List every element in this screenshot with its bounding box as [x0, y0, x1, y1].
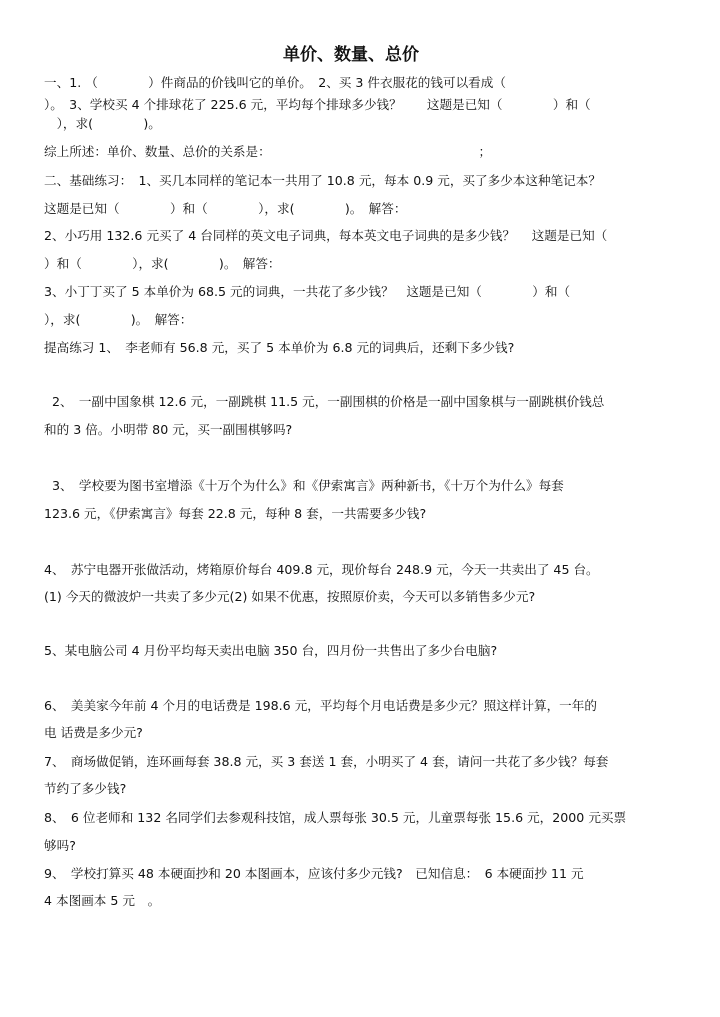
page-title: 单价、数量、总价: [283, 45, 419, 65]
section-2-line-4: ）和（ ），求( )。 解答：: [44, 256, 281, 271]
section-2-line-3: 2、小巧用 132.6 元买了 4 台同样的英文电子词典，每本英文电子词典的是多少钱？ 这题是已知（: [44, 228, 608, 243]
advanced-question-4-line-1: 4、 苏宁电器开张做活动，烤箱原价每台 409.8 元，现价每台 248.9 元，今天一共卖出了 45 台。: [44, 562, 599, 577]
advanced-question-3-line-2: 123.6 元，《伊索寓言》每套 22.8 元，每种 8 套，一共需要多少钱?: [44, 506, 427, 521]
section-2-line-2: 这题是已知（ ）和（ ），求( )。 解答：: [44, 201, 407, 216]
advanced-question-7-line-2: 节约了多少钱?: [44, 781, 127, 796]
advanced-question-7-line-1: 7、 商场做促销，连环画每套 38.8 元，买 3 套送 1 套，小明买了 4 套，请问一共花了多少钱？每套: [44, 754, 609, 769]
advanced-question-8-line-1: 8、 6 位老师和 132 名同学们去参观科技馆，成人票每张 30.5 元，儿童票每张 15.6 元，2000 元买票: [44, 810, 627, 825]
section-2-line-6: ），求( )。 解答：: [44, 312, 193, 327]
advanced-question-5: 5、某电脑公司 4 月份平均每天卖出电脑 350 台，四月份一共售出了多少台电脑?: [44, 643, 498, 658]
section-1-line-1: 一、1. （ ）件商品的价钱叫它的单价。 2、买 3 件衣服花的钱可以看成（: [44, 75, 506, 90]
advanced-question-2-line-2: 和的 3 倍。小明带 80 元，买一副围棋够吗?: [44, 422, 293, 437]
advanced-question-2-line-1: 2、 一副中国象棋 12.6 元，一副跳棋 11.5 元，一副围棋的价格是一副中国象棋与一副跳棋价钱总: [52, 394, 605, 409]
summary-line: 综上所述：单价、数量、总价的关系是： ；: [44, 144, 492, 159]
advanced-question-1: 提高练习 1、 李老师有 56.8 元，买了 5 本单价为 6.8 元的词典后，还剩下多少钱?: [44, 340, 515, 355]
advanced-question-6-line-2: 电 话费是多少元?: [44, 725, 143, 740]
advanced-question-9-line-2: 4 本图画本 5 元 。: [44, 893, 161, 908]
advanced-question-4-line-2: (1) 今天的微波炉一共卖了多少元(2) 如果不优惠，按照原价卖，今天可以多销售多少元?: [44, 589, 536, 604]
section-2-line-5: 3、小丁丁买了 5 本单价为 68.5 元的词典，一共花了多少钱？ 这题是已知（ ）和（: [44, 284, 571, 299]
advanced-question-3-line-1: 3、 学校要为图书室增添《十万个为什么》和《伊索寓言》两种新书，《十万个为什么》每套: [52, 478, 564, 493]
advanced-question-6-line-1: 6、 美美家今年前 4 个月的电话费是 198.6 元，平均每个月电话费是多少元？照这样计算，一年的: [44, 698, 597, 713]
advanced-question-9-line-1: 9、 学校打算买 48 本硬面抄和 20 本图画本，应该付多少元钱? 已知信息： 6 本硬面抄 11 元: [44, 866, 584, 881]
section-1-line-3: ），求( )。: [44, 116, 161, 131]
advanced-question-8-line-2: 够吗?: [44, 838, 76, 853]
section-1-line-2: ）。 3、学校买 4 个排球花了 225.6 元，平均每个排球多少钱？ 这题是已知（ ）和（: [44, 97, 591, 112]
section-2-line-1: 二、基础练习： 1、买几本同样的笔记本一共用了 10.8 元，每本 0.9 元，买了多少本这种笔记本？: [44, 173, 601, 188]
